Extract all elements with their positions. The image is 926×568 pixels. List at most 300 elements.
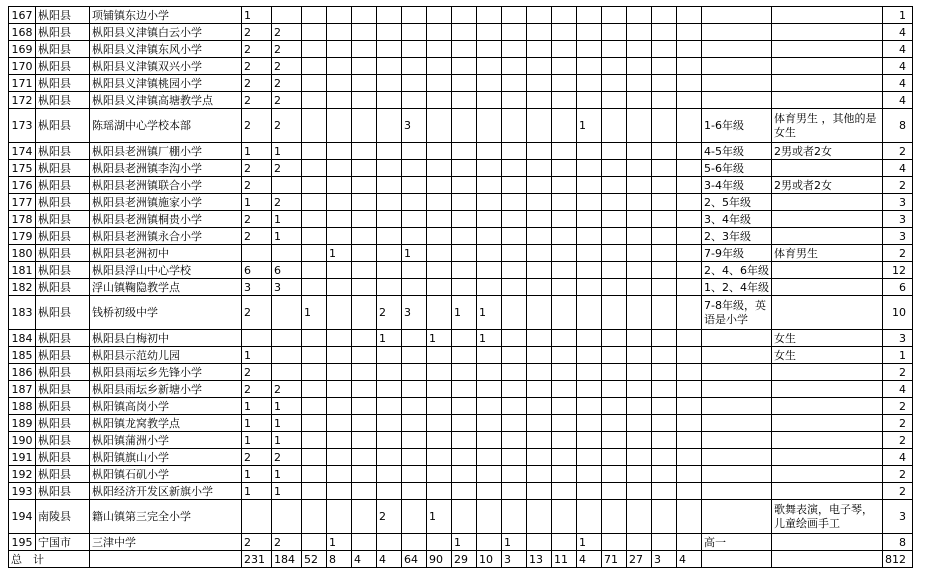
count-cell [377, 381, 402, 398]
grade-cell [702, 415, 772, 432]
count-cell [327, 279, 352, 296]
count-cell [327, 483, 352, 500]
count-cell [302, 160, 327, 177]
count-cell [302, 7, 327, 24]
count-cell [627, 364, 652, 381]
row-number-cell: 169 [9, 41, 36, 58]
count-cell [677, 58, 702, 75]
count-cell [352, 466, 377, 483]
count-cell [427, 92, 452, 109]
count-cell [302, 534, 327, 551]
school-name-cell: 籍山镇第三完全小学 [90, 500, 242, 534]
row-number-cell: 191 [9, 449, 36, 466]
count-cell [402, 24, 427, 41]
school-name-cell: 枞阳县义津镇桃园小学 [90, 75, 242, 92]
count-cell [527, 534, 552, 551]
count-cell [427, 143, 452, 160]
count-cell [677, 347, 702, 364]
table-row [9, 330, 913, 347]
row-number-cell: 170 [9, 58, 36, 75]
count-cell [627, 296, 652, 330]
count-cell [477, 381, 502, 398]
count-cell [352, 296, 377, 330]
count-cell [577, 381, 602, 398]
count-cell [452, 24, 477, 41]
count-cell [402, 398, 427, 415]
summary-count-cell: 13 [527, 551, 552, 568]
school-name-cell: 枞阳县老洲镇施家小学 [90, 194, 242, 211]
table-row [9, 177, 913, 194]
school-name-cell: 三津中学 [90, 534, 242, 551]
summary-count-cell: 3 [652, 551, 677, 568]
table-row [9, 211, 913, 228]
table-row [9, 41, 913, 58]
note-cell [772, 415, 883, 432]
count-cell [427, 177, 452, 194]
count-cell [502, 109, 527, 143]
count-cell [677, 92, 702, 109]
row-total-cell: 3 [883, 194, 913, 211]
count-cell [627, 177, 652, 194]
count-cell [452, 92, 477, 109]
count-cell [327, 7, 352, 24]
count-cell: 1 [272, 466, 302, 483]
table-row [9, 109, 913, 143]
count-cell [527, 500, 552, 534]
count-cell [327, 398, 352, 415]
row-total-cell: 3 [883, 211, 913, 228]
count-cell [327, 160, 352, 177]
count-cell [327, 41, 352, 58]
grade-cell: 7-8年级，英语是小学 [702, 296, 772, 330]
row-total-cell: 2 [883, 143, 913, 160]
county-cell: 枞阳县 [36, 160, 90, 177]
row-total-cell: 4 [883, 58, 913, 75]
count-cell [502, 58, 527, 75]
row-number-cell: 184 [9, 330, 36, 347]
school-name-cell: 枞阳镇旗山小学 [90, 449, 242, 466]
note-cell [772, 24, 883, 41]
count-cell [452, 194, 477, 211]
count-cell [527, 296, 552, 330]
count-cell [677, 330, 702, 347]
count-cell [352, 483, 377, 500]
count-cell [272, 296, 302, 330]
count-cell [602, 483, 627, 500]
summary-count-cell: 10 [477, 551, 502, 568]
count-cell: 2 [242, 109, 272, 143]
count-cell [577, 245, 602, 262]
count-cell: 1 [402, 245, 427, 262]
count-cell [502, 177, 527, 194]
county-cell: 宁国市 [36, 534, 90, 551]
row-number-cell: 177 [9, 194, 36, 211]
count-cell [527, 364, 552, 381]
count-cell [352, 92, 377, 109]
count-cell: 1 [272, 398, 302, 415]
count-cell [452, 245, 477, 262]
count-cell: 1 [452, 296, 477, 330]
count-cell [552, 534, 577, 551]
row-number-cell: 171 [9, 75, 36, 92]
note-cell [772, 398, 883, 415]
summary-label: 总 计 [9, 551, 90, 568]
count-cell [477, 41, 502, 58]
count-cell [452, 364, 477, 381]
count-cell [502, 449, 527, 466]
count-cell: 3 [402, 296, 427, 330]
count-cell: 1 [477, 296, 502, 330]
count-cell [677, 75, 702, 92]
count-cell [327, 109, 352, 143]
row-number-cell: 188 [9, 398, 36, 415]
count-cell [552, 415, 577, 432]
count-cell [352, 245, 377, 262]
count-cell [577, 398, 602, 415]
count-cell [302, 245, 327, 262]
count-cell [327, 194, 352, 211]
count-cell [272, 7, 302, 24]
count-cell [602, 58, 627, 75]
count-cell [502, 500, 527, 534]
grade-cell [702, 58, 772, 75]
count-cell [477, 143, 502, 160]
row-number-cell: 185 [9, 347, 36, 364]
count-cell [502, 211, 527, 228]
county-cell: 枞阳县 [36, 466, 90, 483]
count-cell [402, 211, 427, 228]
count-cell [652, 415, 677, 432]
grade-cell: 5-6年级 [702, 160, 772, 177]
count-cell [302, 194, 327, 211]
count-cell [502, 24, 527, 41]
count-cell [327, 347, 352, 364]
count-cell [552, 143, 577, 160]
count-cell [652, 364, 677, 381]
count-cell [677, 466, 702, 483]
row-total-cell: 2 [883, 177, 913, 194]
table-row [9, 58, 913, 75]
count-cell [452, 415, 477, 432]
row-total-cell: 1 [883, 347, 913, 364]
count-cell [302, 92, 327, 109]
count-cell [427, 534, 452, 551]
count-cell [377, 41, 402, 58]
count-cell [402, 483, 427, 500]
count-cell: 2 [242, 41, 272, 58]
count-cell [627, 262, 652, 279]
row-total-cell: 8 [883, 534, 913, 551]
county-cell: 枞阳县 [36, 58, 90, 75]
note-cell [772, 296, 883, 330]
count-cell [527, 262, 552, 279]
count-cell [327, 228, 352, 245]
count-cell [452, 211, 477, 228]
count-cell [552, 92, 577, 109]
count-cell [477, 194, 502, 211]
count-cell [377, 75, 402, 92]
count-cell [327, 143, 352, 160]
count-cell [377, 262, 402, 279]
count-cell: 2 [377, 296, 402, 330]
count-cell [677, 41, 702, 58]
count-cell [527, 58, 552, 75]
county-cell: 枞阳县 [36, 211, 90, 228]
count-cell [527, 75, 552, 92]
count-cell [272, 330, 302, 347]
summary-count-cell: 4 [577, 551, 602, 568]
count-cell [427, 415, 452, 432]
table-row [9, 24, 913, 41]
count-cell [577, 228, 602, 245]
count-cell: 2 [272, 58, 302, 75]
count-cell [552, 364, 577, 381]
count-cell [477, 449, 502, 466]
count-cell [477, 211, 502, 228]
row-number-cell: 176 [9, 177, 36, 194]
count-cell [577, 58, 602, 75]
count-cell [677, 279, 702, 296]
count-cell [477, 109, 502, 143]
count-cell [527, 160, 552, 177]
row-total-cell: 2 [883, 466, 913, 483]
count-cell [552, 483, 577, 500]
count-cell [452, 109, 477, 143]
summary-count-cell: 11 [552, 551, 577, 568]
table-row [9, 483, 913, 500]
count-cell [602, 24, 627, 41]
count-cell [577, 347, 602, 364]
count-cell [552, 58, 577, 75]
grade-cell [702, 330, 772, 347]
count-cell [552, 24, 577, 41]
count-cell [302, 211, 327, 228]
table-row [9, 500, 913, 534]
note-cell [772, 92, 883, 109]
note-cell [772, 449, 883, 466]
count-cell [452, 75, 477, 92]
school-name-cell: 枞阳县义津镇东风小学 [90, 41, 242, 58]
count-cell [377, 347, 402, 364]
count-cell [677, 194, 702, 211]
count-cell [377, 432, 402, 449]
count-cell [452, 466, 477, 483]
school-name-cell: 钱桥初级中学 [90, 296, 242, 330]
count-cell [377, 534, 402, 551]
count-cell [272, 177, 302, 194]
row-number-cell: 179 [9, 228, 36, 245]
county-cell: 枞阳县 [36, 143, 90, 160]
note-cell [772, 75, 883, 92]
count-cell [677, 500, 702, 534]
row-number-cell: 186 [9, 364, 36, 381]
row-total-cell: 2 [883, 483, 913, 500]
count-cell [502, 483, 527, 500]
summary-count-cell: 3 [502, 551, 527, 568]
count-cell [327, 415, 352, 432]
count-cell: 1 [272, 415, 302, 432]
count-cell: 1 [327, 245, 352, 262]
row-number-cell: 190 [9, 432, 36, 449]
count-cell [352, 500, 377, 534]
count-cell [402, 7, 427, 24]
count-cell [602, 7, 627, 24]
count-cell [577, 75, 602, 92]
count-cell [352, 364, 377, 381]
count-cell [272, 245, 302, 262]
row-total-cell: 10 [883, 296, 913, 330]
count-cell [327, 449, 352, 466]
count-cell [652, 245, 677, 262]
count-cell [577, 415, 602, 432]
count-cell: 2 [377, 500, 402, 534]
count-cell [452, 262, 477, 279]
count-cell: 1 [327, 534, 352, 551]
row-number-cell: 175 [9, 160, 36, 177]
count-cell [477, 347, 502, 364]
count-cell [352, 194, 377, 211]
count-cell [577, 262, 602, 279]
count-cell: 3 [272, 279, 302, 296]
school-name-cell: 项铺镇东边小学 [90, 7, 242, 24]
row-number-cell: 168 [9, 24, 36, 41]
count-cell [302, 58, 327, 75]
count-cell [527, 398, 552, 415]
count-cell [527, 432, 552, 449]
count-cell [602, 432, 627, 449]
count-cell: 2 [242, 211, 272, 228]
count-cell [352, 432, 377, 449]
count-cell: 2 [272, 381, 302, 398]
count-cell [627, 143, 652, 160]
school-name-cell: 枞阳县老洲镇永合小学 [90, 228, 242, 245]
count-cell: 2 [272, 24, 302, 41]
count-cell [327, 262, 352, 279]
count-cell [477, 432, 502, 449]
row-number-cell: 172 [9, 92, 36, 109]
count-cell: 2 [272, 534, 302, 551]
count-cell [502, 92, 527, 109]
count-cell [402, 92, 427, 109]
count-cell [402, 432, 427, 449]
count-cell [627, 500, 652, 534]
count-cell [502, 75, 527, 92]
count-cell [602, 347, 627, 364]
county-cell: 枞阳县 [36, 330, 90, 347]
count-cell [377, 398, 402, 415]
count-cell [602, 143, 627, 160]
count-cell [627, 75, 652, 92]
count-cell [602, 262, 627, 279]
grade-cell [702, 41, 772, 58]
count-cell [242, 330, 272, 347]
count-cell [427, 75, 452, 92]
note-cell [772, 262, 883, 279]
row-total-cell: 2 [883, 245, 913, 262]
count-cell [302, 364, 327, 381]
count-cell [272, 347, 302, 364]
row-number-cell: 195 [9, 534, 36, 551]
count-cell: 1 [272, 143, 302, 160]
summary-note-cell [772, 551, 883, 568]
count-cell [677, 211, 702, 228]
count-cell [652, 296, 677, 330]
table-row [9, 296, 913, 330]
county-cell: 枞阳县 [36, 228, 90, 245]
count-cell [652, 534, 677, 551]
count-cell [577, 24, 602, 41]
count-cell [302, 228, 327, 245]
count-cell [427, 483, 452, 500]
count-cell [502, 364, 527, 381]
count-cell [502, 143, 527, 160]
count-cell [677, 398, 702, 415]
count-cell [677, 534, 702, 551]
count-cell [502, 432, 527, 449]
summary-count-cell: 71 [602, 551, 627, 568]
count-cell [627, 398, 652, 415]
count-cell [352, 279, 377, 296]
school-name-cell: 枞阳镇龙窝教学点 [90, 415, 242, 432]
table-row [9, 449, 913, 466]
table-row [9, 262, 913, 279]
note-cell: 女生 [772, 330, 883, 347]
count-cell [427, 109, 452, 143]
count-cell: 1 [272, 228, 302, 245]
count-cell: 2 [272, 449, 302, 466]
count-cell: 2 [242, 534, 272, 551]
count-cell [452, 432, 477, 449]
grade-cell [702, 449, 772, 466]
table-row [9, 245, 913, 262]
count-cell [602, 41, 627, 58]
count-cell [677, 381, 702, 398]
grade-cell: 2、3年级 [702, 228, 772, 245]
grade-cell: 1、2、4年级 [702, 279, 772, 296]
count-cell: 1 [242, 7, 272, 24]
county-cell: 枞阳县 [36, 24, 90, 41]
count-cell [452, 41, 477, 58]
note-cell [772, 279, 883, 296]
count-cell [452, 143, 477, 160]
count-cell [627, 466, 652, 483]
count-cell: 1 [242, 347, 272, 364]
table-row [9, 228, 913, 245]
grade-cell [702, 7, 772, 24]
school-name-cell: 枞阳县浮山中心学校 [90, 262, 242, 279]
count-cell [427, 466, 452, 483]
count-cell: 2 [242, 24, 272, 41]
count-cell [602, 228, 627, 245]
count-cell [352, 449, 377, 466]
count-cell [552, 432, 577, 449]
count-cell [402, 41, 427, 58]
count-cell [552, 177, 577, 194]
count-cell [452, 279, 477, 296]
count-cell [242, 500, 272, 534]
count-cell [302, 262, 327, 279]
count-cell [502, 347, 527, 364]
row-number-cell: 192 [9, 466, 36, 483]
count-cell [477, 262, 502, 279]
count-cell [627, 330, 652, 347]
count-cell [502, 262, 527, 279]
count-cell [377, 143, 402, 160]
count-cell [552, 160, 577, 177]
count-cell [527, 466, 552, 483]
count-cell [427, 245, 452, 262]
count-cell [327, 75, 352, 92]
